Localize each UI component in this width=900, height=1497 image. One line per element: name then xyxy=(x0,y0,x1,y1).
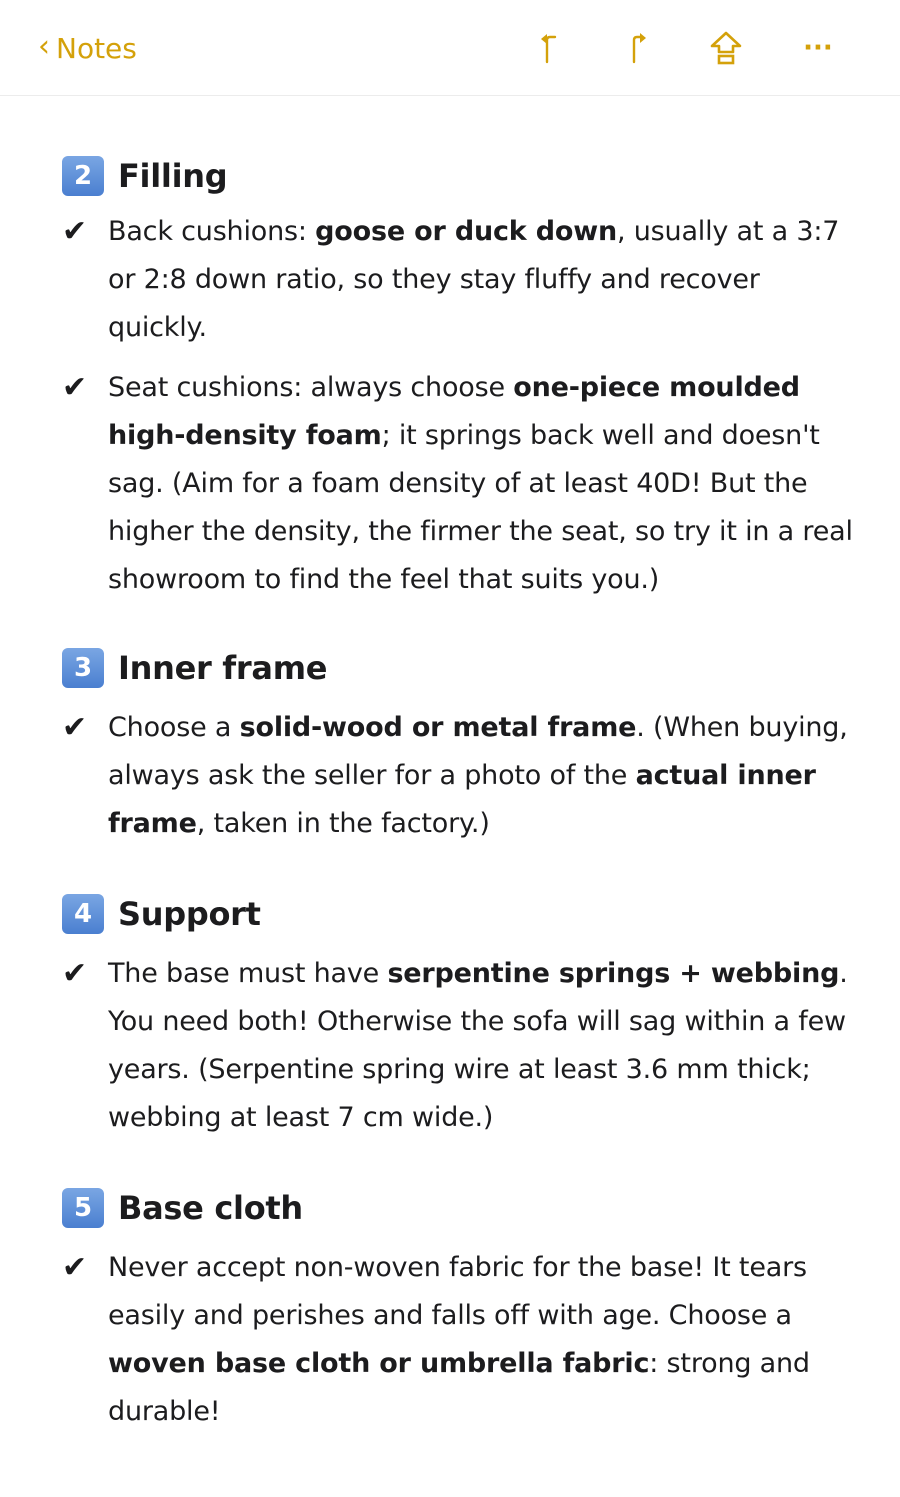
bullet-bold-text: solid-wood or metal frame xyxy=(239,712,637,743)
section-heading xyxy=(62,1186,860,1230)
chevron-left-icon: ‹ xyxy=(38,29,50,64)
undo-button[interactable] xyxy=(530,28,570,68)
section-title: Base cloth xyxy=(118,1189,303,1227)
bullet-bold-text: one-piece moulded high-density foam xyxy=(108,372,800,451)
section-heading xyxy=(62,154,860,198)
list-item xyxy=(62,1244,860,1436)
section-heading xyxy=(62,892,860,936)
list-item xyxy=(62,950,860,1142)
list-item xyxy=(62,364,860,604)
section-title: Support xyxy=(118,895,261,933)
bullet-text: . You need both! Otherwise the sofa will sag within a few years. (Serpentine spring wire at least 3.6 mm thick; webbing at least 7 cm wide.) xyxy=(108,958,848,1133)
bullet-text: Never accept non-woven fabric for the base! It tears easily and perishes and falls off with age. Choose a xyxy=(108,1252,807,1331)
share-button[interactable] xyxy=(706,28,746,68)
checkmark-icon: ✔ xyxy=(62,710,87,745)
bullet-text: Seat cushions: always choose xyxy=(108,372,514,403)
number-badge: 4 xyxy=(62,894,104,934)
nav-bar xyxy=(0,0,900,96)
more-icon: ··· xyxy=(803,33,833,63)
bullet-text: The base must have xyxy=(108,958,388,989)
bullet-text: , taken in the factory.) xyxy=(196,808,490,839)
bullet-text: , usually at a 3:7 or 2:8 down ratio, so they stay fluffy and recover quickly. xyxy=(108,216,840,343)
bullet-bold-text: actual inner frame xyxy=(108,760,816,839)
bullet-bold-text: serpentine springs + webbing xyxy=(387,958,840,989)
section-heading xyxy=(62,646,860,690)
bullet-bold-text: woven base cloth or umbrella fabric xyxy=(108,1348,650,1379)
bullet-text: . (When buying, always ask the seller for a photo of the xyxy=(108,712,848,791)
more-button[interactable] xyxy=(798,28,838,68)
redo-icon xyxy=(626,32,648,64)
back-label: Notes xyxy=(56,31,137,65)
redo-button[interactable] xyxy=(617,28,657,68)
list-item xyxy=(62,704,860,848)
undo-icon xyxy=(539,32,561,64)
bullet-text: Back cushions: xyxy=(108,216,316,247)
number-badge: 2 xyxy=(62,156,104,196)
checkmark-icon: ✔ xyxy=(62,214,87,249)
number-badge: 3 xyxy=(62,648,104,688)
section-title: Inner frame xyxy=(118,649,328,687)
bullet-bold-text: goose or duck down xyxy=(315,216,617,247)
number-badge: 5 xyxy=(62,1188,104,1228)
share-icon xyxy=(709,30,743,66)
bullet-text: : strong and durable! xyxy=(108,1348,810,1427)
note-body xyxy=(0,154,900,1436)
section-title: Filling xyxy=(118,157,228,195)
checkmark-icon: ✔ xyxy=(62,370,87,405)
back-button[interactable] xyxy=(38,28,137,68)
bullet-text: Choose a xyxy=(108,712,240,743)
list-item xyxy=(62,208,860,352)
checkmark-icon: ✔ xyxy=(62,956,87,991)
checkmark-icon: ✔ xyxy=(62,1250,87,1285)
bullet-text: ; it springs back well and doesn't sag. (Aim for a foam density of at least 40D! But the higher the density, the firmer the seat, so try it in a real showroom to find the feel that suits you.) xyxy=(108,420,853,595)
